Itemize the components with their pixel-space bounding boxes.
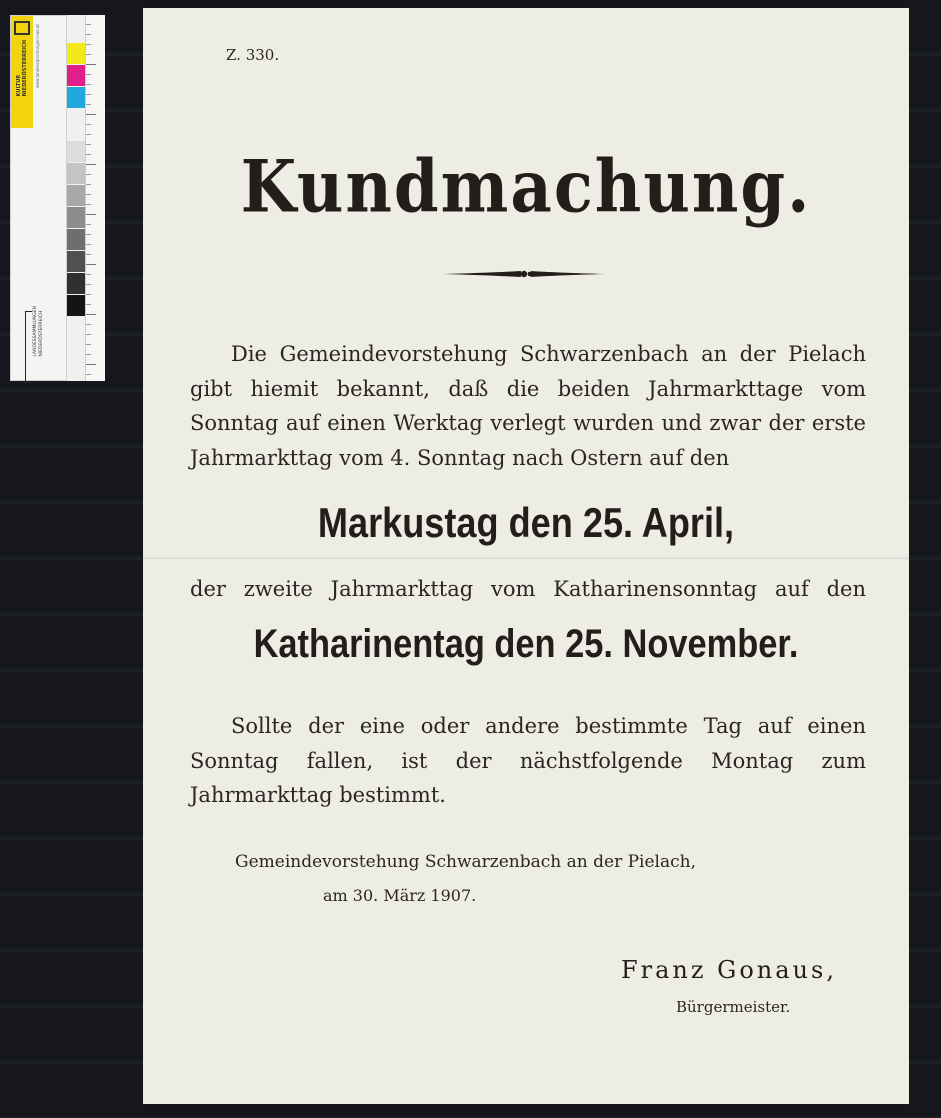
calibration-card <box>10 15 67 381</box>
scale-ruler <box>85 15 105 381</box>
poster-heading: Kundmachung. <box>240 145 812 230</box>
color-swatch <box>67 163 85 184</box>
signature-name: Franz Gonaus, <box>621 956 837 984</box>
institution-text <box>33 306 45 357</box>
ornament-divider-icon <box>443 269 605 279</box>
color-swatch <box>67 295 85 316</box>
brand-text <box>16 40 28 96</box>
color-swatch <box>67 185 85 206</box>
brand-line-1: KULTUR <box>16 74 22 97</box>
second-market-date: Katharinentag den 25. November. <box>253 622 799 666</box>
website-text: www.landessammlungen-noe.at <box>35 24 40 89</box>
color-swatch <box>67 65 85 86</box>
issue-date: am 30. März 1907. <box>323 886 477 905</box>
issuer-line: Gemeindevorstehung Schwarzenbach an der Pielach, <box>235 852 696 872</box>
brand-logo-icon <box>14 21 30 35</box>
announcement-paragraph: Die Gemeindevorstehung Schwarzenbach an der Pielach gibt hiemit bekannt, daß die beiden Jahrmarkttage vom Sonntag auf einen Werktag verlegt wurden und zwar der erste Jahrmarkttag vom 4. Sonntag nach Ostern auf den <box>190 342 866 470</box>
color-swatch <box>67 229 85 250</box>
color-swatch <box>67 251 85 272</box>
color-swatch <box>67 43 85 64</box>
sunday-rule-paragraph: Sollte der eine oder andere bestimmte Tag auf einen Sonntag fallen, ist der nächstfolgende Montag zum Jahrmarkttag bestimmt. <box>190 714 866 807</box>
color-swatch <box>67 273 85 294</box>
institution-line-2: NIEDERÖSTERREICH <box>39 310 44 357</box>
second-market-paragraph: der zweite Jahrmarkttag vom Katharinensonntag auf den <box>190 577 866 601</box>
color-swatch-strip <box>67 15 85 381</box>
color-swatch <box>67 207 85 228</box>
brand-strip <box>11 16 33 128</box>
bracket-mark <box>25 311 32 383</box>
poster-sheet <box>143 8 909 1104</box>
reference-number: Z. 330. <box>226 46 280 64</box>
institution-line-1: LANDESSAMMLUNGEN <box>33 306 38 357</box>
first-market-date: Markustag den 25. April, <box>317 499 735 546</box>
fold-line <box>143 557 909 560</box>
color-swatch <box>67 141 85 162</box>
ruler-major-ticks <box>86 15 96 381</box>
signature-title: Bürgermeister. <box>676 998 791 1016</box>
brand-line-2: NIEDERÖSTERREICH <box>22 40 28 97</box>
color-swatch <box>67 87 85 108</box>
